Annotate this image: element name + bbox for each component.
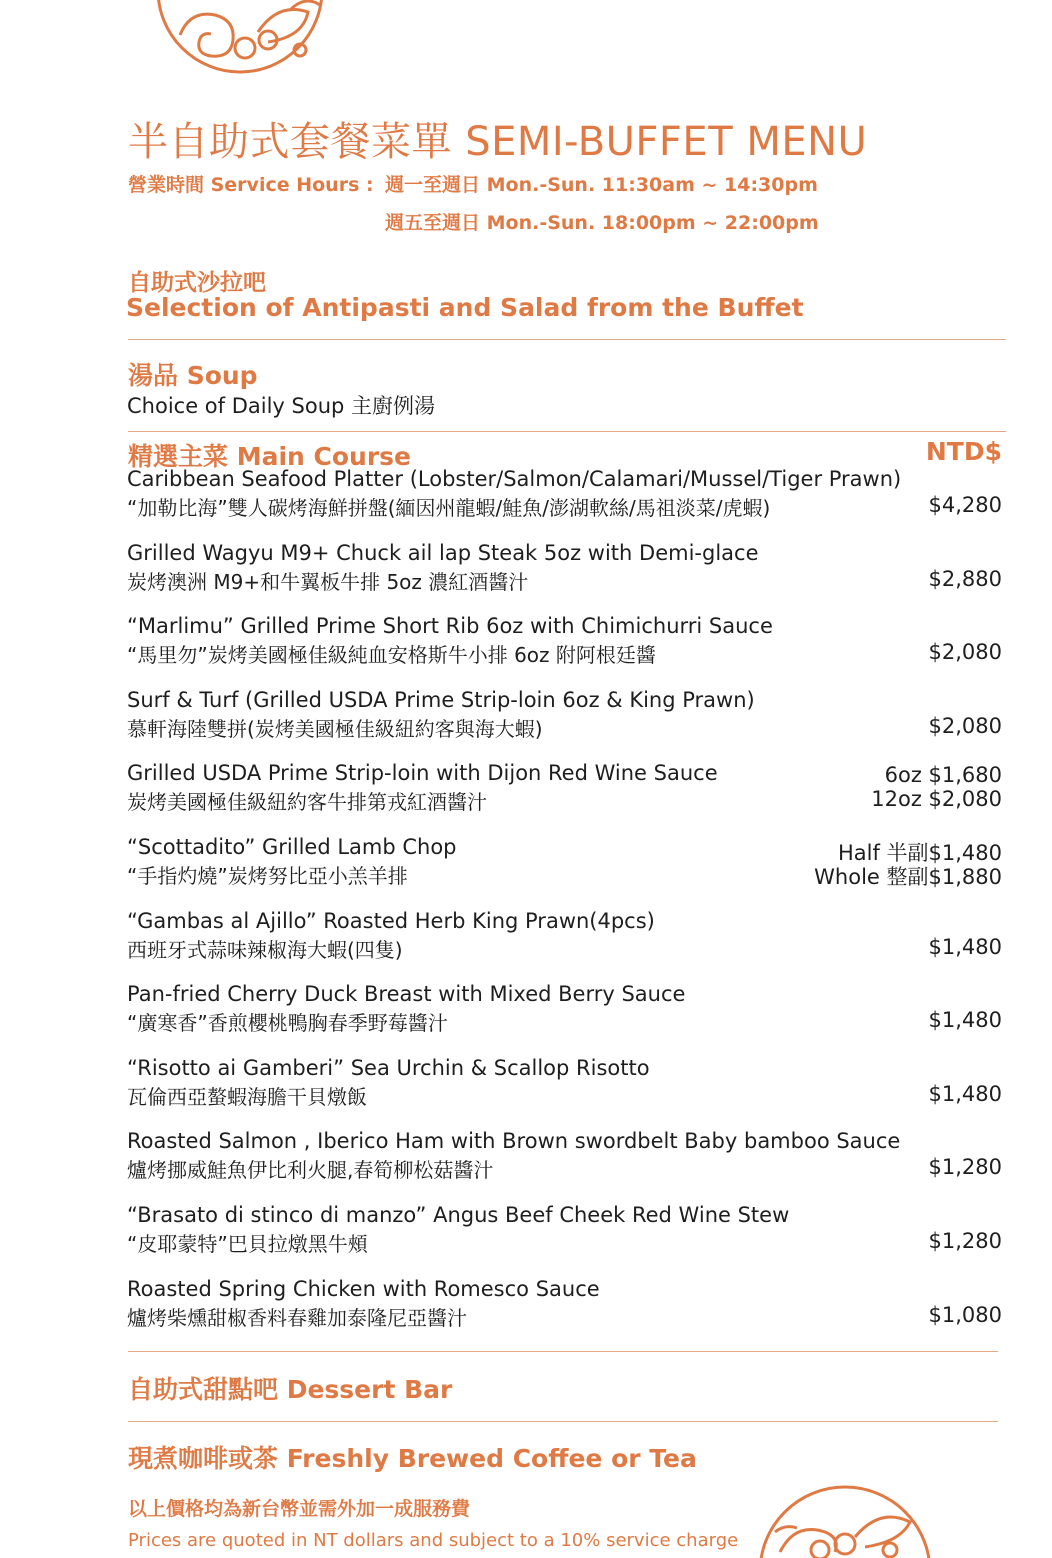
menu-item-name-en: “Scottadito” Grilled Lamb Chop	[127, 835, 457, 859]
coffee-heading: 現煮咖啡或茶 Freshly Brewed Coffee or Tea	[128, 1444, 697, 1473]
menu-item-name-zh: 爐烤柴燻甜椒香料春雞加泰隆尼亞醬汁	[127, 1306, 467, 1330]
menu-item-name-zh: 瓦倫西亞螯蝦海膽干貝燉飯	[127, 1085, 367, 1109]
main-course-heading: 精選主菜 Main Course	[128, 442, 412, 471]
menu-item-price: $2,080	[928, 640, 1002, 664]
service-hours-label: 營業時間 Service Hours :	[128, 174, 374, 196]
menu-item-name-en: Caribbean Seafood Platter (Lobster/Salmon/Calamari/Mussel/Tiger Prawn)	[127, 467, 902, 491]
price-note-zh: 以上價格均為新台幣並需外加一成服務費	[128, 1498, 471, 1520]
ornamental-circle-logo-bottom-icon	[750, 1482, 940, 1558]
menu-item-price: $2,080	[928, 714, 1002, 738]
soup-heading: 湯品 Soup	[128, 361, 258, 390]
divider-salad	[128, 339, 1006, 340]
menu-item-name-en: Grilled Wagyu M9+ Chuck ail lap Steak 5oz with Demi-glace	[127, 541, 759, 565]
salad-heading-zh: 自助式沙拉吧	[128, 270, 266, 296]
dessert-heading: 自助式甜點吧 Dessert Bar	[128, 1375, 453, 1404]
menu-item-name-en: “Marlimu” Grilled Prime Short Rib 6oz with Chimichurri Sauce	[127, 614, 773, 638]
menu-item-price: $1,480	[928, 935, 1002, 959]
price-note-en: Prices are quoted in NT dollars and subject to a 10% service charge	[128, 1530, 739, 1551]
service-hours-line1: 週一至週日 Mon.-Sun. 11:30am ~ 14:30pm	[385, 174, 818, 196]
menu-item-name-en: “Brasato di stinco di manzo” Angus Beef Cheek Red Wine Stew	[127, 1203, 790, 1227]
menu-item-price: $1,080	[928, 1303, 1002, 1327]
menu-item-price: Half 半副$1,480	[837, 841, 1002, 865]
divider-soup	[128, 431, 1006, 432]
soup-item: Choice of Daily Soup 主廚例湯	[127, 394, 436, 418]
menu-item-name-en: Pan-fried Cherry Duck Breast with Mixed Berry Sauce	[127, 982, 686, 1006]
divider-dessert	[128, 1421, 998, 1422]
menu-item-name-zh: “廣寒香”香煎櫻桃鴨胸春季野莓醬汁	[127, 1011, 448, 1035]
menu-item-price: $1,480	[928, 1082, 1002, 1106]
menu-item-price-alt: 12oz $2,080	[871, 787, 1002, 811]
menu-item-price: $1,280	[928, 1229, 1002, 1253]
menu-item-name-zh: “馬里勿”炭烤美國極佳級純血安格斯牛小排 6oz 附阿根廷醬	[127, 643, 656, 667]
menu-item-name-en: Roasted Salmon , Iberico Ham with Brown swordbelt Baby bamboo Sauce	[127, 1129, 901, 1153]
menu-item-price: $1,280	[928, 1155, 1002, 1179]
menu-item-name-zh: “皮耶蒙特”巴貝拉燉黑牛頰	[127, 1232, 368, 1256]
menu-item-name-zh: 慕軒海陸雙拼(炭烤美國極佳級紐約客與海大蝦)	[127, 717, 543, 741]
menu-item-price-alt: Whole 整副$1,880	[814, 865, 1002, 889]
menu-item-name-zh: “加勒比海”雙人碳烤海鮮拼盤(緬因州龍蝦/鮭魚/澎湖軟絲/馬祖淡菜/虎蝦)	[127, 496, 771, 520]
menu-item-name-zh: 炭烤澳洲 M9+和牛翼板牛排 5oz 濃紅酒醬汁	[127, 570, 529, 594]
ornamental-circle-logo-icon	[140, 0, 340, 80]
menu-item-name-zh: “手指灼燒”炭烤努比亞小羔羊排	[127, 864, 408, 888]
menu-item-price: $2,880	[928, 567, 1002, 591]
salad-heading-en: Selection of Antipasti and Salad from the Buffet	[126, 293, 804, 322]
menu-item-name-en: “Gambas al Ajillo” Roasted Herb King Prawn(4pcs)	[127, 909, 655, 933]
menu-item-name-en: Grilled USDA Prime Strip-loin with Dijon Red Wine Sauce	[127, 761, 718, 785]
divider-main	[128, 1351, 998, 1352]
menu-item-name-en: Roasted Spring Chicken with Romesco Sauce	[127, 1277, 600, 1301]
currency-label: NTD$	[925, 437, 1002, 466]
menu-item-price: $4,280	[928, 493, 1002, 517]
service-hours-line2: 週五至週日 Mon.-Sun. 18:00pm ~ 22:00pm	[385, 212, 819, 234]
menu-item-price: 6oz $1,680	[884, 763, 1002, 787]
menu-item-name-zh: 西班牙式蒜味辣椒海大蝦(四隻)	[127, 938, 403, 962]
menu-item-name-zh: 炭烤美國極佳級紐約客牛排第戎紅酒醬汁	[127, 790, 487, 814]
page-title: 半自助式套餐菜單 SEMI-BUFFET MENU	[128, 119, 868, 165]
menu-item-name-zh: 爐烤挪威鮭魚伊比利火腿,春筍柳松菇醬汁	[127, 1158, 494, 1182]
menu-item-name-en: Surf & Turf (Grilled USDA Prime Strip-loin 6oz & King Prawn)	[127, 688, 755, 712]
menu-item-name-en: “Risotto ai Gamberi” Sea Urchin & Scallop Risotto	[127, 1056, 650, 1080]
menu-item-price: $1,480	[928, 1008, 1002, 1032]
